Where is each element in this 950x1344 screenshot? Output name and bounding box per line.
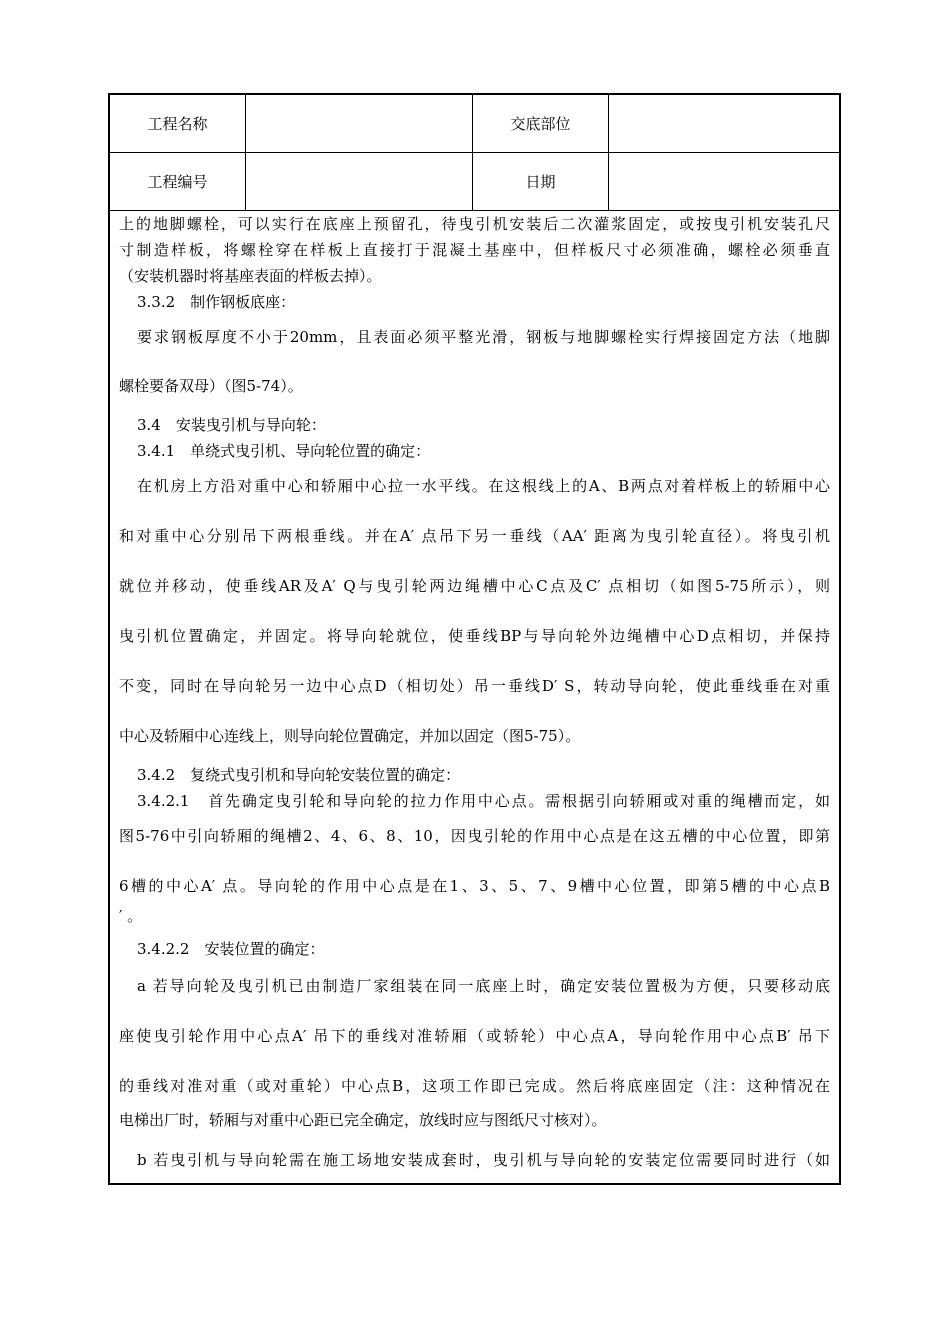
project-no-label: 工程编号 [110, 153, 246, 211]
header-table [110, 95, 839, 211]
body-line: a 若导向轮及曳引机已由制造厂家组装在同一底座上时，确定安装位置极为方便，只要移动底 [137, 977, 830, 995]
project-no-value [246, 153, 473, 211]
section-heading: 3.4.2.2 安装位置的确定： [137, 940, 325, 958]
body-line: 曳引机位置确定，并固定。将导向轮就位，使垂线BP与导向轮外边绳槽中心D点相切，并保持 [119, 627, 830, 645]
body-line: 座使曳引轮作用中心点A′ 吊下的垂线对准轿厢（或轿轮）中心点A，导向轮作用中心点B′ 吊下 [119, 1027, 830, 1045]
document-frame [108, 93, 841, 1185]
section-heading: 3.4 安装曳引机与导向轮： [137, 416, 326, 434]
body-line: 要求钢板厚度不小于20mm，且表面必须平整光滑，钢板与地脚螺栓实行焊接固定方法（地脚 [137, 328, 830, 346]
body-line: ′ 。 [119, 907, 143, 925]
section-heading: 3.4.2 复绕式曳引机和导向轮安装位置的确定： [137, 766, 461, 784]
body-line: 图5-76中引向轿厢的绳槽2、4、6、8、10，因曳引轮的作用中心点是在这五槽的中心位置，即第 [119, 827, 830, 845]
project-name-label: 工程名称 [110, 95, 246, 153]
body-line: （安装机器时将基座表面的样板去掉）。 [119, 267, 382, 285]
section-heading: 3.3.2 制作钢板底座： [137, 293, 296, 311]
body-line: 寸制造样板，将螺栓穿在样板上直接打于混凝土基座中，但样板尺寸必须准确，螺栓必须垂直 [119, 241, 830, 259]
body-line: 中心及轿厢中心连线上，则导向轮位置确定，并加以固定（图5-75）。 [119, 727, 581, 745]
header-row-2 [110, 153, 839, 211]
section-heading: 3.4.1 单绕式曳引机、导向轮位置的确定： [137, 442, 431, 460]
body-line: 上的地脚螺栓，可以实行在底座上预留孔，待曳引机安装后二次灌浆固定，或按曳引机安装孔尺 [119, 215, 830, 233]
project-name-value [246, 95, 473, 153]
body-line: 电梯出厂时，轿厢与对重中心距已完全确定，放线时应与图纸尺寸核对）。 [119, 1111, 607, 1129]
body-line: 的垂线对准对重（或对重轮）中心点B，这项工作即已完成。然后将底座固定（注：这种情况在 [119, 1077, 830, 1095]
body-line: b 若曳引机与导向轮需在施工场地安装成套时，曳引机与导向轮的安装定位需要同时进行（如 [137, 1151, 830, 1169]
body-line: 就位并移动，使垂线AR及A′ Q与曳引轮两边绳槽中心C点及C′ 点相切（如图5-75所示），则 [119, 577, 830, 595]
date-value [609, 153, 840, 211]
body-line: 6槽的中心A′ 点。导向轮的作用中心点是在1、3、5、7、9槽中心位置，即第5槽的中心点B [119, 877, 830, 895]
body-line: 在机房上方沿对重中心和轿厢中心拉一水平线。在这根线上的A、B两点对着样板上的轿厢中心 [137, 477, 830, 495]
body-line: 和对重中心分别吊下两根垂线。并在A′ 点吊下另一垂线（AA′ 距离为曳引轮直径）。将曳引机 [119, 527, 830, 545]
date-label: 日期 [473, 153, 609, 211]
header-row-1 [110, 95, 839, 153]
body-line: 螺栓要备双母）（图5-74）。 [119, 377, 303, 395]
location-label: 交底部位 [473, 95, 609, 153]
body-line: 不变，同时在导向轮另一边中心点D（相切处）吊一垂线D′ S，转动导向轮，使此垂线垂在对重 [119, 677, 830, 695]
body-line: 3.4.2.1 首先确定曳引轮和导向轮的拉力作用中心点。需根据引向轿厢或对重的绳槽而定，如 [137, 792, 830, 810]
location-value [609, 95, 840, 153]
